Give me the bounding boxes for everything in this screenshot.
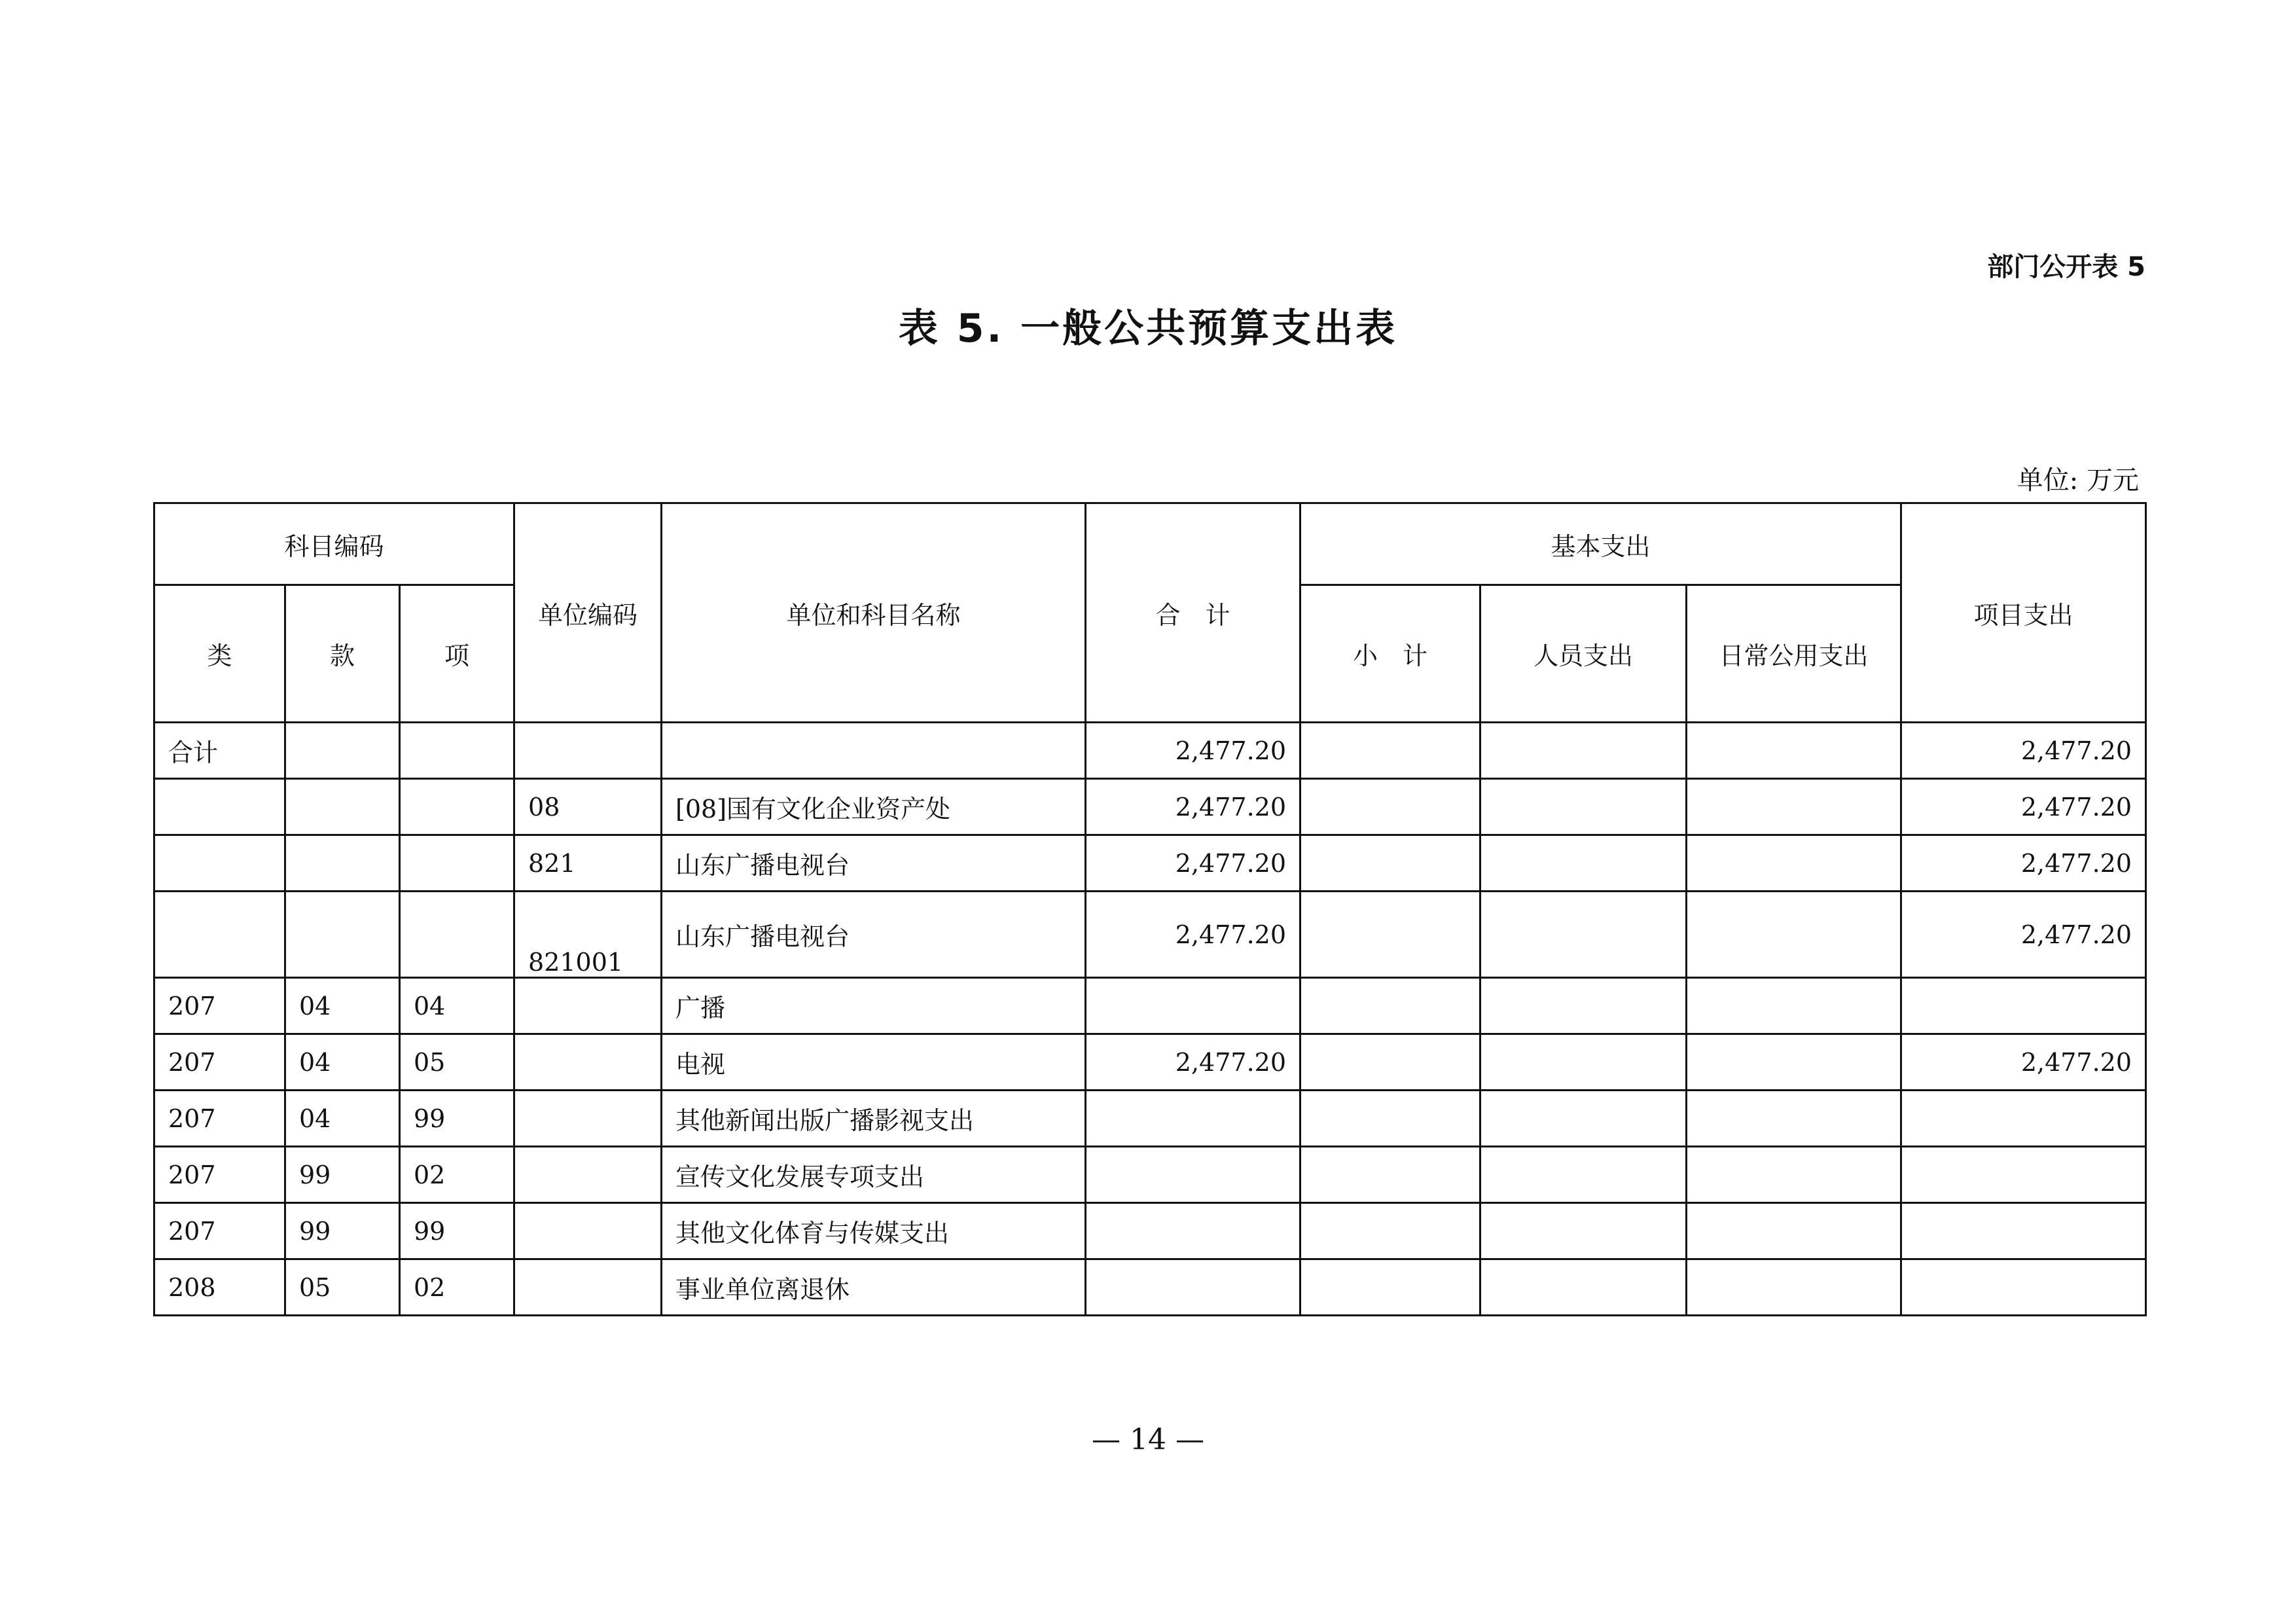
cell-daily xyxy=(1687,978,1901,1034)
header-personnel: 人员支出 xyxy=(1480,585,1687,723)
cell-unit-code: 08 xyxy=(514,779,662,835)
cell-unit-code: 821 xyxy=(514,835,662,892)
cell-item: 02 xyxy=(400,1147,514,1203)
cell-item: 05 xyxy=(400,1034,514,1091)
table-row xyxy=(154,779,2146,835)
cell-name xyxy=(662,723,1086,779)
page-number: — 14 — xyxy=(1092,1423,1204,1456)
cell-personnel xyxy=(1480,1147,1687,1203)
cell-personnel xyxy=(1480,1203,1687,1259)
cell-personnel xyxy=(1480,835,1687,892)
budget-expenditure-table xyxy=(153,502,2147,1316)
cell-project: 2,477.20 xyxy=(1901,892,2146,978)
cell-project: 2,477.20 xyxy=(1901,723,2146,779)
document-label: 部门公开表 5 xyxy=(1987,252,2145,282)
cell-class: 207 xyxy=(154,978,285,1034)
cell-daily xyxy=(1687,1091,1901,1147)
cell-subtotal xyxy=(1300,1203,1480,1259)
cell-personnel xyxy=(1480,723,1687,779)
cell-name: 电视 xyxy=(662,1034,1086,1091)
table-row xyxy=(154,892,2146,978)
page-title: 表 5. 一般公共预算支出表 xyxy=(898,306,1398,352)
table-row xyxy=(154,1147,2146,1203)
unit-label: 单位: 万元 xyxy=(2017,465,2139,496)
cell-name: 山东广播电视台 xyxy=(662,835,1086,892)
cell-unit-code xyxy=(514,1091,662,1147)
cell-total: 2,477.20 xyxy=(1086,779,1300,835)
cell-unit-code xyxy=(514,1147,662,1203)
cell-daily xyxy=(1687,1259,1901,1316)
cell-section xyxy=(285,723,400,779)
header-section: 款 xyxy=(285,585,400,723)
header-daily-public: 日常公用支出 xyxy=(1687,585,1901,723)
cell-project: 2,477.20 xyxy=(1901,835,2146,892)
cell-project xyxy=(1901,1259,2146,1316)
cell-subtotal xyxy=(1300,892,1480,978)
cell-class: 207 xyxy=(154,1034,285,1091)
cell-item xyxy=(400,779,514,835)
cell-class xyxy=(154,892,285,978)
cell-name: 其他新闻出版广播影视支出 xyxy=(662,1091,1086,1147)
cell-unit-code xyxy=(514,723,662,779)
cell-item xyxy=(400,835,514,892)
cell-personnel xyxy=(1480,1034,1687,1091)
cell-class: 207 xyxy=(154,1091,285,1147)
cell-project: 2,477.20 xyxy=(1901,1034,2146,1091)
cell-daily xyxy=(1687,892,1901,978)
cell-unit-code xyxy=(514,1259,662,1316)
cell-unit-code xyxy=(514,1203,662,1259)
cell-item xyxy=(400,723,514,779)
cell-section: 04 xyxy=(285,1034,400,1091)
cell-total: 2,477.20 xyxy=(1086,723,1300,779)
header-class: 类 xyxy=(154,585,285,723)
table-row xyxy=(154,1203,2146,1259)
cell-class: 208 xyxy=(154,1259,285,1316)
cell-project xyxy=(1901,1203,2146,1259)
header-unit-name: 单位和科目名称 xyxy=(662,503,1086,723)
cell-section: 04 xyxy=(285,978,400,1034)
cell-personnel xyxy=(1480,1259,1687,1316)
cell-section: 99 xyxy=(285,1203,400,1259)
cell-total xyxy=(1086,1091,1300,1147)
cell-daily xyxy=(1687,779,1901,835)
cell-class: 207 xyxy=(154,1147,285,1203)
cell-name: 其他文化体育与传媒支出 xyxy=(662,1203,1086,1259)
cell-total: 2,477.20 xyxy=(1086,892,1300,978)
table-row xyxy=(154,1091,2146,1147)
table-row xyxy=(154,978,2146,1034)
cell-item: 02 xyxy=(400,1259,514,1316)
cell-subtotal xyxy=(1300,1034,1480,1091)
cell-daily xyxy=(1687,723,1901,779)
cell-item xyxy=(400,892,514,978)
cell-subtotal xyxy=(1300,723,1480,779)
cell-project xyxy=(1901,978,2146,1034)
cell-item: 04 xyxy=(400,978,514,1034)
cell-subtotal xyxy=(1300,1147,1480,1203)
cell-subtotal xyxy=(1300,978,1480,1034)
cell-section: 99 xyxy=(285,1147,400,1203)
cell-total xyxy=(1086,1259,1300,1316)
cell-daily xyxy=(1687,835,1901,892)
header-basic-expenditure: 基本支出 xyxy=(1300,503,1901,585)
cell-personnel xyxy=(1480,1091,1687,1147)
header-subject-code: 科目编码 xyxy=(154,503,514,585)
cell-subtotal xyxy=(1300,835,1480,892)
cell-section xyxy=(285,779,400,835)
table-row xyxy=(154,835,2146,892)
table-row xyxy=(154,1259,2146,1316)
header-item: 项 xyxy=(400,585,514,723)
header-subtotal: 小 计 xyxy=(1300,585,1480,723)
cell-class: 合计 xyxy=(154,723,285,779)
cell-name: 宣传文化发展专项支出 xyxy=(662,1147,1086,1203)
cell-project xyxy=(1901,1091,2146,1147)
cell-section: 05 xyxy=(285,1259,400,1316)
cell-project xyxy=(1901,1147,2146,1203)
cell-class xyxy=(154,835,285,892)
cell-personnel xyxy=(1480,779,1687,835)
table-row xyxy=(154,723,2146,779)
header-unit-code: 单位编码 xyxy=(514,503,662,723)
cell-section: 04 xyxy=(285,1091,400,1147)
header-project-expenditure: 项目支出 xyxy=(1901,503,2146,723)
cell-personnel xyxy=(1480,978,1687,1034)
cell-item: 99 xyxy=(400,1203,514,1259)
cell-daily xyxy=(1687,1147,1901,1203)
cell-subtotal xyxy=(1300,1091,1480,1147)
cell-section xyxy=(285,892,400,978)
cell-unit-code: 821001 xyxy=(514,892,662,978)
cell-class: 207 xyxy=(154,1203,285,1259)
cell-name: 广播 xyxy=(662,978,1086,1034)
cell-daily xyxy=(1687,1034,1901,1091)
cell-section xyxy=(285,835,400,892)
cell-total: 2,477.20 xyxy=(1086,1034,1300,1091)
cell-name: [08]国有文化企业资产处 xyxy=(662,779,1086,835)
cell-personnel xyxy=(1480,892,1687,978)
cell-subtotal xyxy=(1300,1259,1480,1316)
cell-total xyxy=(1086,978,1300,1034)
cell-item: 99 xyxy=(400,1091,514,1147)
cell-unit-code xyxy=(514,978,662,1034)
table-row xyxy=(154,1034,2146,1091)
cell-total xyxy=(1086,1203,1300,1259)
cell-name: 山东广播电视台 xyxy=(662,892,1086,978)
header-total: 合 计 xyxy=(1086,503,1300,723)
cell-total xyxy=(1086,1147,1300,1203)
cell-daily xyxy=(1687,1203,1901,1259)
cell-class xyxy=(154,779,285,835)
cell-unit-code xyxy=(514,1034,662,1091)
cell-subtotal xyxy=(1300,779,1480,835)
cell-name: 事业单位离退休 xyxy=(662,1259,1086,1316)
cell-project: 2,477.20 xyxy=(1901,779,2146,835)
cell-total: 2,477.20 xyxy=(1086,835,1300,892)
